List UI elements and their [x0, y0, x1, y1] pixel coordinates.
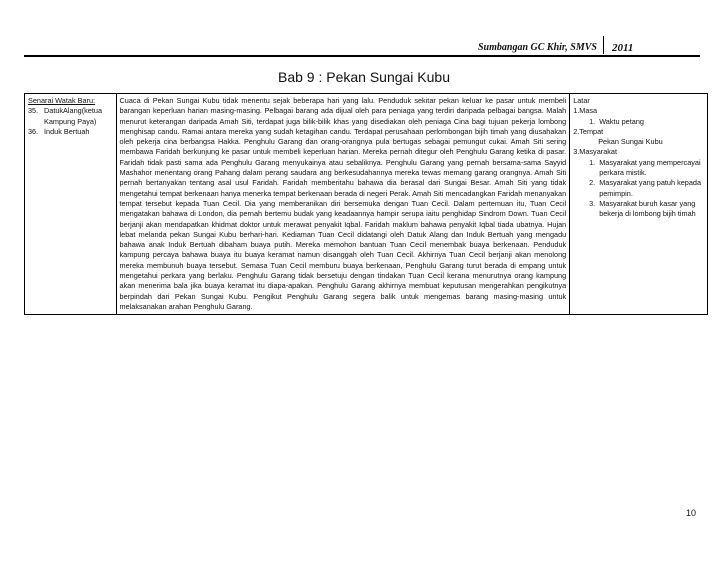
characters-cell — [25, 94, 117, 315]
setting-item-text: Waktu petang — [599, 116, 644, 126]
story-text: Cuaca di Pekan Sungai Kubu tidak menentu sejak beberapa hari yang lalu. Penduduk sekitar pekan keluar ke pasar untuk membeli barangan keperluan harian masing-masing. Pelbagai barang ada dijual oleh para peniaga yang terdiri daripada pelbagai bangsa. Malah menurut keterangan daripada Amah Siti, terdapat juga bilik-bilik khas yang disediakan oleh peniaga Cina bagi tujuan pekerja lombong menghisap candu. Ramai antara mereka yang sudah ketagihan candu. Terdapat perusahaan perlombongan bijih timah yang diusahakan oleh pekerja cina berbangsa Hakka. Penghulu Garang dan orang-orangnya pula bertugas sebagai pemungut cukai. Amah Siti sering membawa Faridah berkunjung ke pasar untuk membeli keperluan harian. Mereka pernah ditegur oleh Penghulu Garang ketika di pasar. Faridah tidak pasti sama ada Penghulu Garang menyukainya atau sebaliknya. Penghulu Garang yang pernah bersama-sama Sayyid Mashahor menentang orang Pahang dalam perang saudara ang berkesudahannya mereka tewas memang garang orangnya. Amah Siti pernah bertanyakan tentang asal usul Faridah. Faridah memberitahu bahawa dia berasal dari Sungai Besar. Amah Siti yang tidak mengetahui tempat berkenaan hanya menerka tempat berkenaan berada di negeri Perak. Amah Siti mencadangkan Faridah menanyakan tempat tersebut kepada Tuan Cecil. Dia yang memberanikan diri bersemuka dengan Tuan Cecil. Dalam pertemuan itu, Tuan Cecil mengatakan bahawa di London, dia pernah bertemu budak yang keadaannya hampir serupa iaitu penghidap Sindrom Down. Tuan Cecil berjanji akan mendapatkan khidmat doktor untuk merawat penyakit Iqbal. Faridah maklum bahawa penyakit Iqbal tiada ubatnya. Hujan lebat melanda pekan Sungai Kubu berhari-hari. Kediaman Tuan Cecil didatangi oleh Datuk Alang dan Induk Bertuah yang mengadu bahawa anak Induk Bertuah dibaham buaya putih. Mereka memohon bantuan Tuan Cecil menembak buaya berkenaan. Penduduk kampung percaya bahawa buaya itu buaya keramat namun disanggah oleh Tuan Cecil. Akhirnya Tuan Cecil berjanji akan menolong mereka membunuh buaya tersebut. Semasa Tuan Cecil memburu buaya berkenaan, Penghulu Garang turut berada di empang untuk mengetahui perkara yang berlaku. Penghulu Garang tidak bersetuju dengan tindakan Tuan Cecil kerana menurutnya orang kampung akan menerima bala jika buaya keramat itu diapa-apakan. Penghulu Garang akhirnya membuat keputusan mengerahkan pengikutnya berpindah dari Pekan Sungai Kubu. Pengikut Penghulu Garang segera balik untuk mengemas barang masing-masing untuk melaksanakan arahan Penghulu Garang. — [119, 96, 567, 311]
setting-item-number: 3. — [589, 198, 596, 208]
character-number: 35. — [28, 106, 39, 116]
setting-masa-item — [573, 117, 704, 127]
setting-item-text: Masyarakat yang patuh kepada pemimpin. — [599, 178, 702, 198]
setting-item-number: 1. — [589, 116, 596, 126]
character-item — [28, 127, 113, 137]
setting-cell — [570, 94, 708, 315]
story-cell — [116, 94, 570, 315]
character-name: Induk Bertuah — [44, 126, 90, 136]
setting-item-number: 1. — [589, 157, 596, 167]
page-header — [478, 36, 633, 54]
character-name: DatukAlang(ketua Kampung Paya) — [44, 106, 103, 126]
setting-masyarakat-item — [573, 199, 704, 220]
table-row — [25, 94, 708, 315]
setting-tempat-value: Pekan Sungai Kubu — [598, 137, 663, 147]
setting-item-text: Masyarakat buruh kasar yang bekerja di lombong bijih timah — [599, 198, 696, 219]
setting-masa-label: 1.Masa — [573, 106, 598, 116]
characters-heading: Senarai Watak Baru: — [28, 96, 96, 105]
page-number: 10 — [686, 508, 697, 518]
character-item — [28, 106, 113, 127]
header-text: Sumbangan GC Khir, SMVS — [478, 42, 597, 53]
setting-heading: Latar — [573, 96, 590, 105]
character-number: 36. — [28, 126, 39, 136]
setting-masyarakat-label: 3.Masyarakat — [573, 147, 617, 157]
setting-masyarakat-item — [573, 158, 704, 179]
setting-masyarakat-item — [573, 178, 704, 199]
summary-table — [24, 93, 708, 315]
header-year: 2011 — [611, 42, 634, 54]
setting-item-text: Masyarakat yang mempercayai perkara mistik. — [599, 157, 701, 178]
chapter-title: Bab 9 : Pekan Sungai Kubu — [277, 69, 451, 85]
setting-tempat-label: 2.Tempat — [573, 126, 604, 136]
setting-item-number: 2. — [589, 178, 596, 188]
header-rule — [24, 55, 700, 57]
